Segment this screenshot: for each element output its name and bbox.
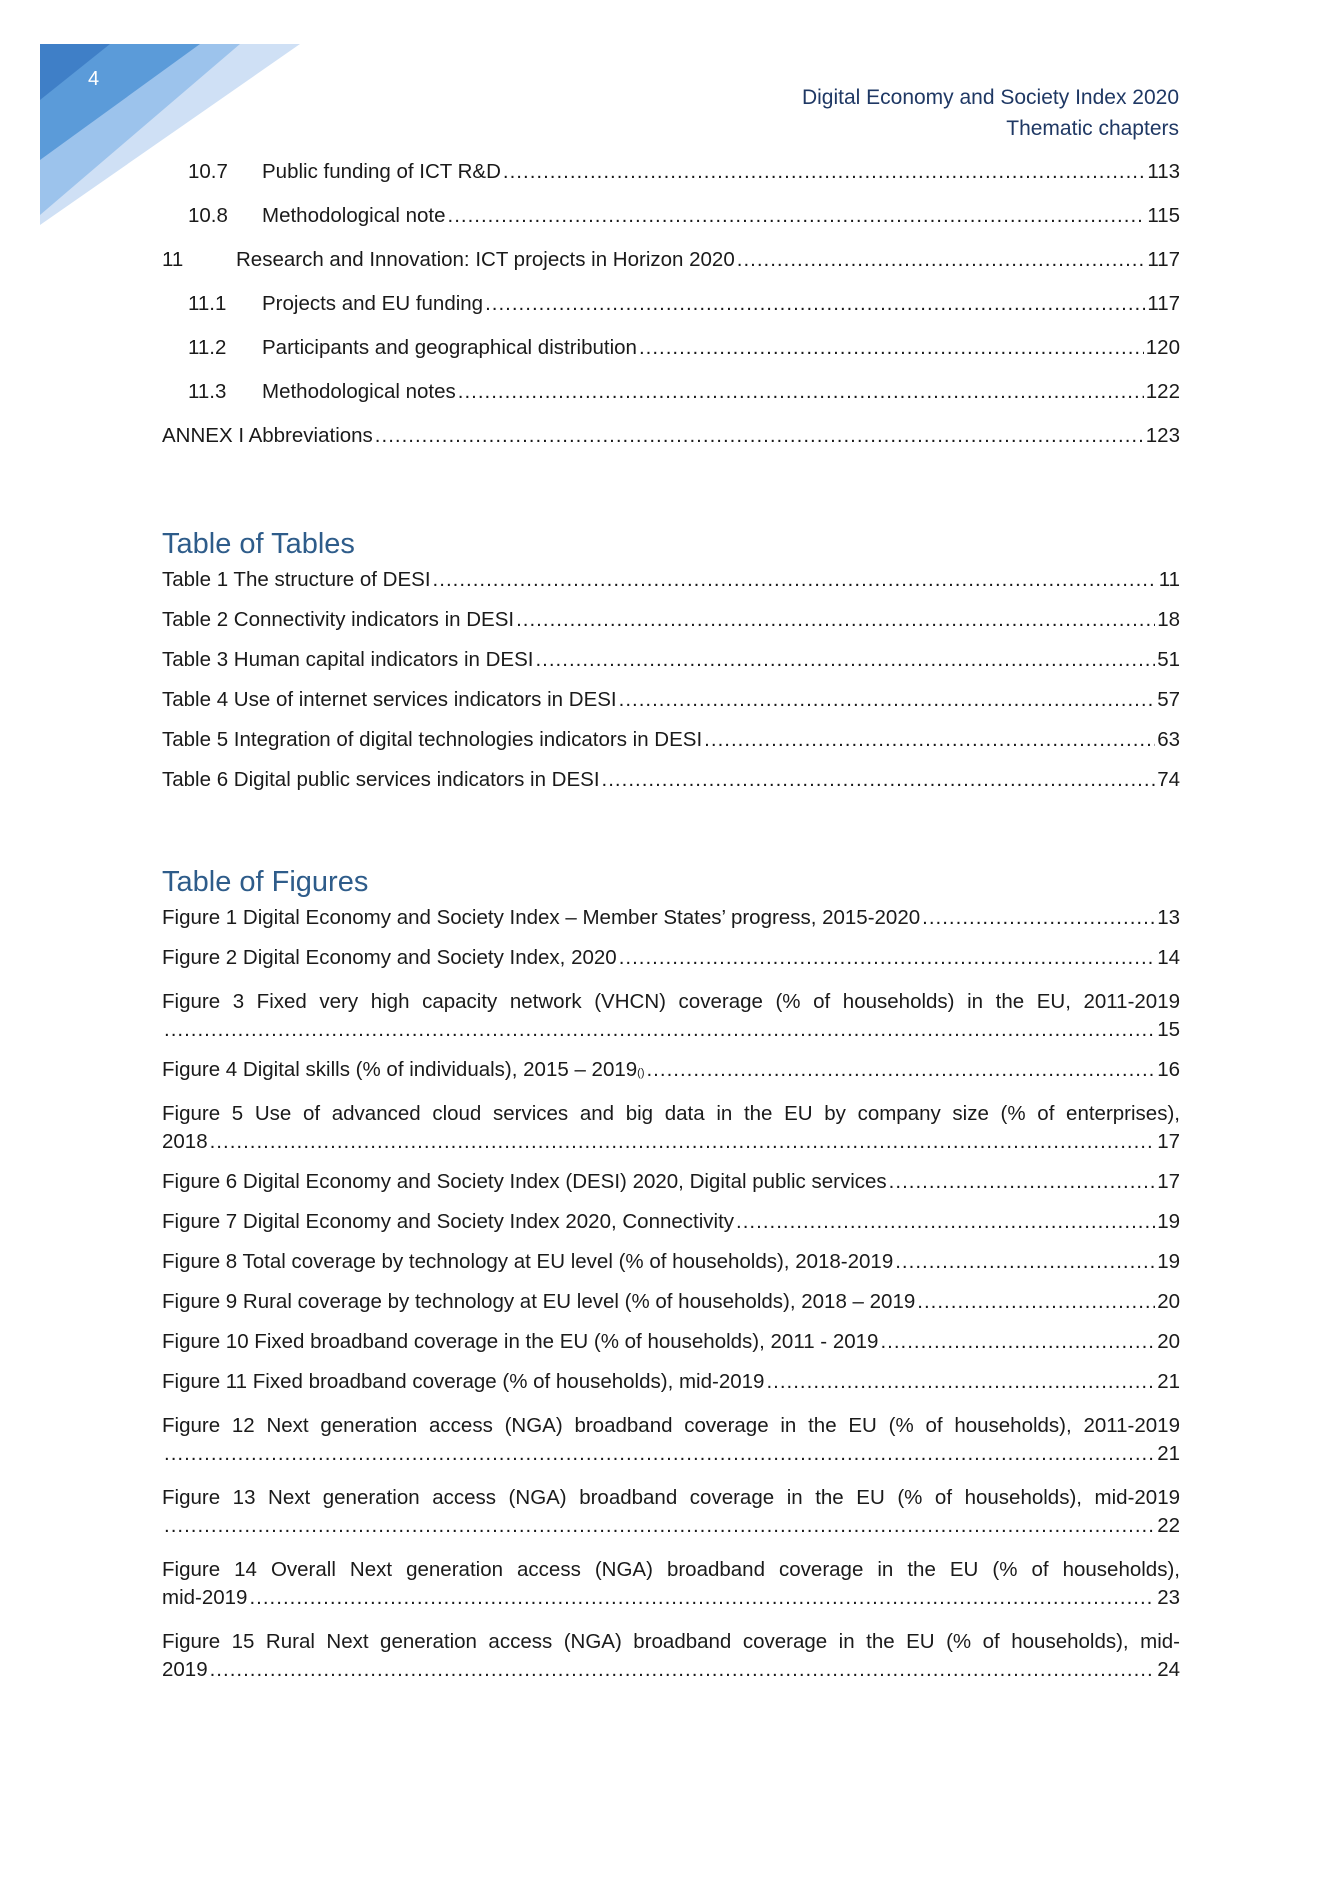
entry-text: Figure 7 Digital Economy and Society Index 2020, Connectivity [162,1210,735,1233]
entry-page: 57 [1157,688,1180,711]
entry-text: Table 5 Integration of digital technologies indicators in DESI [162,728,703,751]
entry-text: Figure 12 Next generation access (NGA) broadband coverage in the EU (% of households), 2011-2019 [162,1414,1180,1437]
entry-page: 19 [1157,1250,1180,1273]
entry-text: Figure 9 Rural coverage by technology at EU level (% of households), 2018 – 2019 [162,1290,916,1313]
leader-dots [164,1018,1155,1042]
figure-entry[interactable] [162,1058,1180,1098]
figure-entry[interactable] [162,1210,1180,1250]
entry-page: 18 [1157,608,1180,631]
entry-text: Table 3 Human capital indicators in DESI [162,648,534,671]
figure-entry[interactable] [162,1410,1180,1482]
table-entry[interactable] [162,728,1180,768]
toc-page: 123 [1145,424,1180,447]
leader-dots [164,1442,1155,1466]
document-title: Digital Economy and Society Index 2020 [801,86,1179,109]
entry-page: 17 [1157,1130,1180,1153]
toc-number: 11.3 [188,380,227,403]
toc-page: 122 [1145,380,1180,403]
entry-page: 21 [1157,1370,1180,1393]
entry-page: 11 [1158,568,1180,591]
entry-text: Figure 15 Rural Next generation access (NGA) broadband coverage in the EU (% of households), mid- [162,1630,1180,1653]
entry-text: Figure 8 Total coverage by technology at EU level (% of households), 2018-2019 [162,1250,894,1273]
figure-entry[interactable] [162,1554,1180,1626]
toc-text: ANNEX I Abbreviations [162,424,373,447]
toc-number: 10.8 [188,204,228,227]
entry-text: Figure 3 Fixed very high capacity network (VHCN) coverage (% of households) in the EU, 2011-2019 [162,990,1180,1013]
entry-page: 24 [1157,1658,1180,1681]
entry-text: Table 2 Connectivity indicators in DESI [162,608,515,631]
toc-entry[interactable] [162,248,1180,292]
entry-page: 21 [1157,1442,1180,1465]
entry-text: Figure 6 Digital Economy and Society Index (DESI) 2020, Digital public services [162,1170,887,1193]
leader-dots [917,1290,1155,1314]
leader-dots [895,1250,1155,1274]
entry-page: 51 [1157,648,1180,671]
leader-dots [922,906,1155,930]
toc-page: 115 [1147,204,1180,227]
entry-text-continued: 2018 [162,1130,208,1153]
toc-text: Participants and geographical distribution [262,336,637,359]
leader-dots [458,380,1144,404]
entry-text: Figure 4 Digital skills (% of individuals), 2015 – 2019 [162,1058,638,1081]
leader-dots [736,1210,1155,1234]
entry-page: 13 [1157,906,1180,929]
figures-list [162,906,1180,1698]
toc-number: 11 [162,248,184,271]
table-entry[interactable] [162,608,1180,648]
leader-dots [516,608,1155,632]
figure-entry[interactable] [162,1170,1180,1210]
toc-text: Methodological notes [262,380,456,403]
leader-dots [433,568,1157,592]
table-entry[interactable] [162,568,1180,608]
entry-text: Figure 14 Overall Next generation access (NGA) broadband coverage in the EU (% of households), [162,1558,1180,1581]
document-subtitle: Thematic chapters [1006,117,1179,140]
leader-dots [704,728,1155,752]
toc-text: Research and Innovation: ICT projects in Horizon 2020 [236,248,735,271]
toc-entry[interactable] [162,336,1180,380]
leader-dots [619,688,1156,712]
toc-entry[interactable] [162,292,1180,336]
entry-page: 15 [1157,1018,1180,1041]
entry-text-continued: 2019 [162,1658,208,1681]
entry-text: Figure 13 Next generation access (NGA) broadband coverage in the EU (% of households), mid-2019 [162,1486,1180,1509]
figure-entry[interactable] [162,1250,1180,1290]
entry-text: Figure 1 Digital Economy and Society Index – Member States’ progress, 2015-2020 [162,906,921,929]
page-number: 4 [88,68,100,90]
toc-page: 117 [1147,248,1180,271]
leader-dots [164,1514,1155,1538]
toc-page: 120 [1145,336,1180,359]
toc-text: Methodological note [262,204,446,227]
leader-dots [766,1370,1155,1394]
entry-text: Figure 5 Use of advanced cloud services and big data in the EU by company size (% of enterprises), [162,1102,1180,1125]
toc-entry[interactable] [162,380,1180,424]
entry-page: 20 [1157,1290,1180,1313]
toc-number: 10.7 [188,160,228,183]
entry-text: Table 1 The structure of DESI [162,568,431,591]
entry-page: 16 [1157,1058,1180,1081]
leader-dots [485,292,1145,316]
figure-entry[interactable] [162,946,1180,986]
entry-page: 63 [1157,728,1180,751]
figure-entry[interactable] [162,906,1180,946]
leader-dots [619,946,1156,970]
figure-entry[interactable] [162,1482,1180,1554]
entry-page: 19 [1157,1210,1180,1233]
entry-text: Table 4 Use of internet services indicators in DESI [162,688,617,711]
entry-text: Figure 11 Fixed broadband coverage (% of households), mid-2019 [162,1370,765,1393]
table-entry[interactable] [162,688,1180,728]
toc-entry[interactable] [162,204,1180,248]
figure-entry[interactable] [162,1098,1180,1170]
table-entry[interactable] [162,648,1180,688]
entry-text: Table 6 Digital public services indicators in DESI [162,768,600,791]
toc-number: 11.1 [188,292,227,315]
entry-text: Figure 10 Fixed broadband coverage in the EU (% of households), 2011 - 2019 [162,1330,879,1353]
entry-page: 14 [1157,946,1180,969]
leader-dots [602,768,1156,792]
leader-dots [535,648,1155,672]
leader-dots [646,1058,1155,1082]
entry-page: 20 [1157,1330,1180,1353]
figure-entry[interactable] [162,1626,1180,1698]
footnote-marker: () [637,1067,645,1079]
table-of-contents [162,160,1180,468]
leader-dots [448,204,1146,228]
leader-dots [375,424,1144,448]
entry-text-continued: mid-2019 [162,1586,248,1609]
entry-text: Figure 2 Digital Economy and Society Index, 2020 [162,946,617,969]
leader-dots [889,1170,1156,1194]
figure-entry[interactable] [162,1290,1180,1330]
leader-dots [639,336,1144,360]
leader-dots [210,1130,1156,1154]
figure-entry[interactable] [162,1370,1180,1410]
leader-dots [249,1586,1155,1610]
leader-dots [210,1658,1156,1682]
leader-dots [737,248,1146,272]
toc-entry[interactable] [162,424,1180,468]
toc-page: 117 [1147,292,1180,315]
entry-page: 17 [1157,1170,1180,1193]
toc-text: Public funding of ICT R&D [262,160,501,183]
figure-entry[interactable] [162,1330,1180,1370]
toc-text: Projects and EU funding [262,292,484,315]
toc-number: 11.2 [188,336,227,359]
entry-page: 74 [1157,768,1180,791]
toc-entry[interactable] [162,160,1180,204]
tables-list [162,568,1180,808]
toc-page: 113 [1147,160,1180,183]
leader-dots [503,160,1145,184]
entry-page: 23 [1157,1586,1180,1609]
tables-section-title: Table of Tables [162,528,355,560]
document-header [802,82,1179,144]
figures-section-title: Table of Figures [162,866,369,898]
table-entry[interactable] [162,768,1180,808]
leader-dots [880,1330,1155,1354]
figure-entry[interactable] [162,986,1180,1058]
entry-page: 22 [1157,1514,1180,1537]
